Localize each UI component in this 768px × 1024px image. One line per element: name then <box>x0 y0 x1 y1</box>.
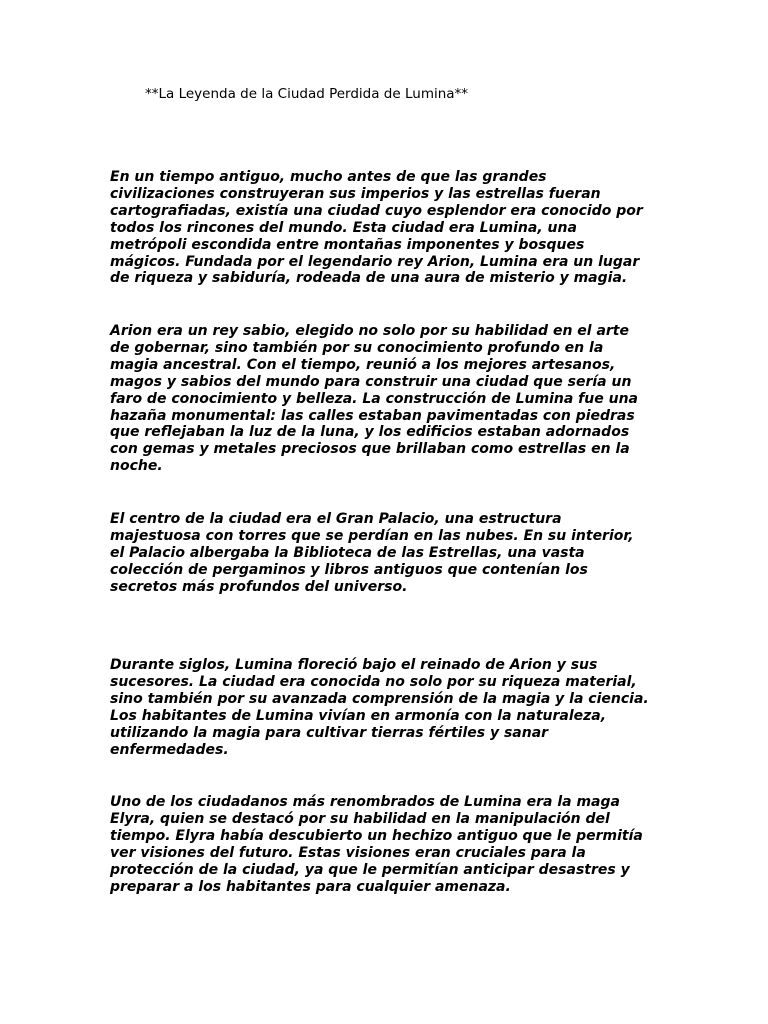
paragraph-line: civilizaciones construyeran sus imperios y las estrellas fueran <box>110 185 601 202</box>
paragraph-line: colección de pergaminos y libros antiguos que contenían los <box>110 561 588 578</box>
paragraph-line: metrópoli escondida entre montañas imponentes y bosques <box>110 236 585 253</box>
paragraph-line: Durante siglos, Lumina floreció bajo el reinado de Arion y sus <box>110 657 598 673</box>
paragraph-line: tiempo. Elyra había descubierto un hechizo antiguo que le permitía <box>110 827 643 844</box>
paragraph-line: hazaña monumental: las calles estaban pavimentadas con piedras <box>110 407 635 424</box>
paragraph-line: sucesores. La ciudad era conocida no solo por su riqueza material, <box>110 673 637 690</box>
paragraph-line: mágicos. Fundada por el legendario rey Arion, Lumina era un lugar <box>110 253 640 270</box>
paragraph-line: el Palacio albergaba la Biblioteca de las Estrellas, una vasta <box>110 544 585 561</box>
paragraph-line: Uno de los ciudadanos más renombrados de Lumina era la maga <box>110 794 620 810</box>
paragraph-line: El centro de la ciudad era el Gran Palacio, una estructura <box>110 511 562 527</box>
paragraph-line: faro de conocimiento y belleza. La construcción de Lumina fue una <box>110 390 638 407</box>
paragraph-line: preparar a los habitantes para cualquier amenaza. <box>110 878 511 895</box>
paragraph-line: cartografiadas, existía una ciudad cuyo esplendor era conocido por <box>110 202 643 219</box>
paragraph-line: que reflejaban la luz de la luna, y los edificios estaban adornados <box>110 424 630 441</box>
paragraph-line: Los habitantes de Lumina vivían en armonía con la naturaleza, <box>110 707 607 724</box>
paragraph-line: En un tiempo antiguo, mucho antes de que las grandes <box>110 169 547 185</box>
paragraph-line: utilizando la magia para cultivar tierras fértiles y sanar <box>110 724 549 741</box>
paragraph-line: magia ancestral. Con el tiempo, reunió a los mejores artesanos, <box>110 356 616 373</box>
paragraph-1 <box>110 169 670 287</box>
paragraph-line: sino también por su avanzada comprensión de la magia y la ciencia. <box>110 690 649 707</box>
paragraph-3 <box>110 511 670 596</box>
paragraph-4 <box>110 657 670 758</box>
paragraph-line: todos los rincones del mundo. Esta ciudad era Lumina, una <box>110 219 577 236</box>
paragraph-line: protección de la ciudad, ya que le permitían anticipar desastres y <box>110 861 630 878</box>
paragraph-line: noche. <box>110 458 163 475</box>
paragraph-line: Arion era un rey sabio, elegido no solo por su habilidad en el arte <box>110 323 629 339</box>
paragraph-2 <box>110 323 670 475</box>
document-title: **La Leyenda de la Ciudad Perdida de Lumina** <box>145 86 469 102</box>
paragraph-line: de gobernar, sino también por su conocimiento profundo en la <box>110 339 604 356</box>
paragraph-5 <box>110 794 670 895</box>
paragraph-line: enfermedades. <box>110 741 229 758</box>
paragraph-line: secretos más profundos del universo. <box>110 578 408 595</box>
paragraph-line: majestuosa con torres que se perdían en las nubes. En su interior, <box>110 527 634 544</box>
paragraph-line: de riqueza y sabiduría, rodeada de una aura de misterio y magia. <box>110 270 628 287</box>
paragraph-line: ver visiones del futuro. Estas visiones eran cruciales para la <box>110 844 586 861</box>
paragraph-line: Elyra, quien se destacó por su habilidad en la manipulación del <box>110 810 610 827</box>
paragraph-line: con gemas y metales preciosos que brillaban como estrellas en la <box>110 441 630 458</box>
paragraph-line: magos y sabios del mundo para construir una ciudad que sería un <box>110 373 632 390</box>
